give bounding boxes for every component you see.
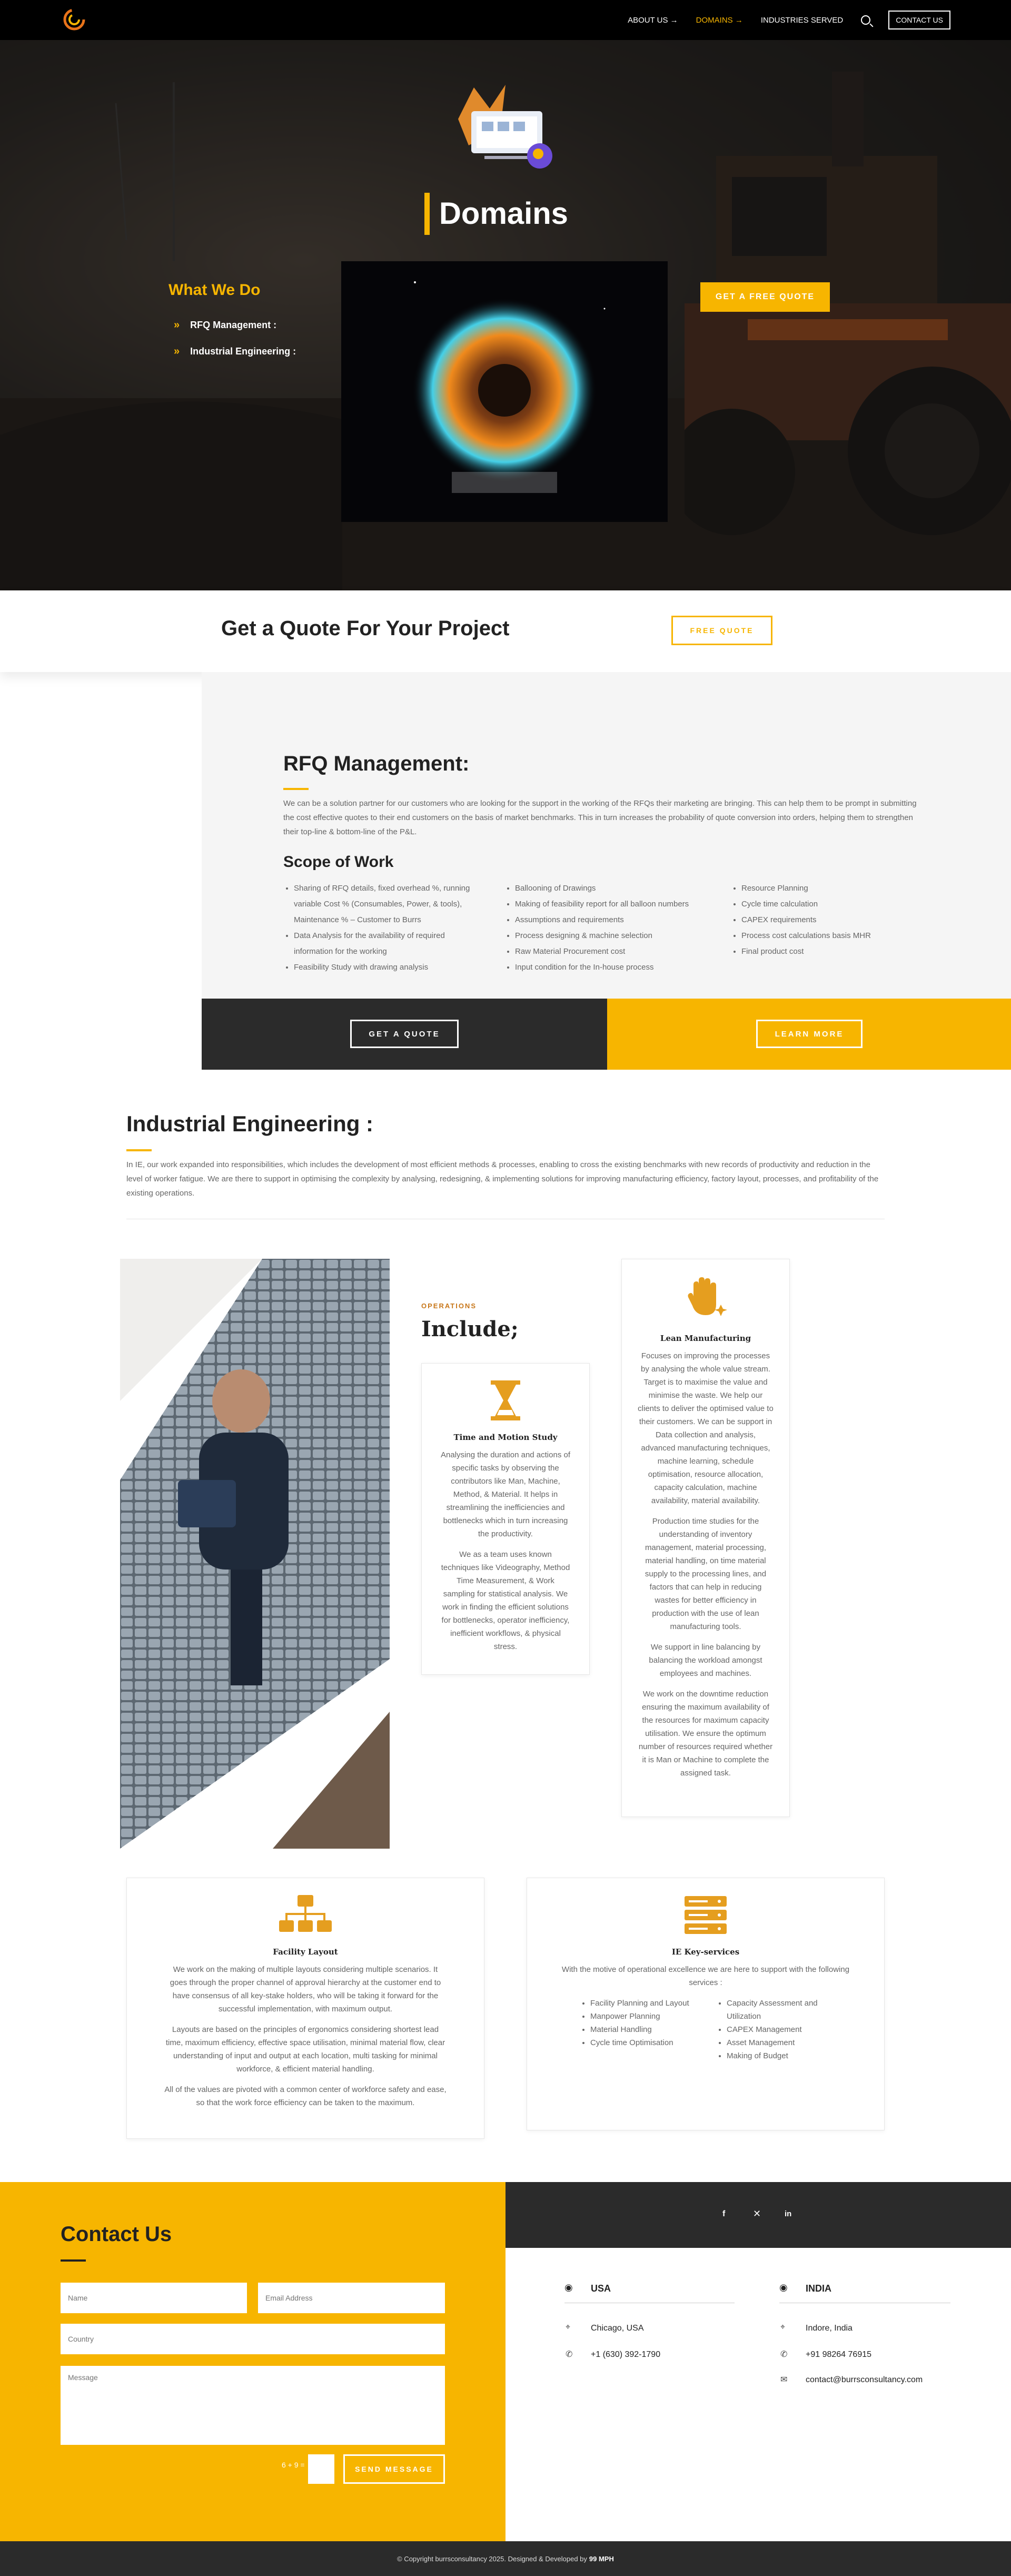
usa-phone[interactable]: +1 (630) 392-1790 xyxy=(591,2350,661,2359)
social-bar xyxy=(506,2182,1011,2248)
list-item: • CAPEX Management xyxy=(727,2023,853,2036)
india-title: INDIA xyxy=(806,2283,831,2294)
usa-city: Chicago, USA xyxy=(591,2324,644,2333)
email-icon: ✉ xyxy=(780,2375,788,2384)
contact-underline xyxy=(61,2259,86,2262)
facility-title: Facility Layout xyxy=(273,1947,338,1957)
phone-icon: ✆ xyxy=(566,2350,573,2359)
linkedin-icon[interactable]: in xyxy=(785,2209,792,2218)
nav-domains[interactable]: DOMAINS → xyxy=(696,15,743,25)
email-input[interactable] xyxy=(258,2283,445,2313)
list-item: • Assumptions and requirements xyxy=(515,912,716,928)
rfq-underline xyxy=(283,788,309,790)
list-item: • Ballooning of Drawings xyxy=(515,881,716,896)
list-item: • Resource Planning xyxy=(741,881,911,896)
facility-text-3: All of the values are pivoted with a common center of workforce safety and ease, so that the work force efficiency can be taken to the maximum. xyxy=(164,2085,447,2107)
list-item: • Cycle time calculation xyxy=(741,896,911,912)
list-item: • Capacity Assessment and Utilization xyxy=(727,1997,853,2023)
list-item: • Process cost calculations basis MHR xyxy=(741,928,911,944)
send-message-button[interactable]: SEND MESSAGE xyxy=(343,2454,445,2484)
list-item: • Making of feasibility report for all balloon numbers xyxy=(515,896,716,912)
kpi-list-2 xyxy=(716,1997,853,2062)
facility-text-2: Layouts are based on the principles of ergonomics considering shortest lead time, maximum efficiency, effective space utilisation, minimal material flow, clear understanding of input and output at each location, multi tasking for minimal workforce, & efficient material handling. xyxy=(165,2025,445,2074)
lean-text-4: We work on the downtime reduction ensuring the maximum availability of the resources for maximum capacity utilisation. We ensure the optimum number of resources required whether it is Man or Machine to complete the assigned task. xyxy=(638,1690,773,1778)
list-item: • Material Handling xyxy=(590,2023,706,2036)
get-quote-block xyxy=(202,999,607,1070)
facebook-icon[interactable]: f xyxy=(722,2209,726,2218)
facility-text-1: We work on the making of multiple layouts considering multiple scenarios. It goes through the proper channel of approval hierarchy at the customer end to have consensus of all key-stake holders, who will be taking it forward for the successful implementation, with maximum output. xyxy=(170,1965,441,2014)
time-motion-card xyxy=(421,1363,590,1675)
businessman-photo xyxy=(120,1259,390,1849)
scope-list-2 xyxy=(506,881,716,975)
sitemap-icon xyxy=(279,1894,332,1936)
time-motion-title: Time and Motion Study xyxy=(453,1433,558,1442)
hero-link-ie[interactable]: » Industrial Engineering : xyxy=(174,346,296,357)
operations-label: OPERATIONS xyxy=(421,1302,477,1310)
quote-band xyxy=(0,590,1011,672)
ie-description: In IE, our work expanded into responsibilities, which includes the development of most efficient methods & processes, enabling to cross the existing benchmarks with new records of productivity and reduction in the level of worker fatigue. We are there to support in optimising the complexity by analysing, redesigning, & implementing solutions for improving manufacturing efficiency, factory layout, processes, and profitability of the existing operations. xyxy=(126,1160,879,1198)
rfq-title: RFQ Management: xyxy=(283,752,470,775)
quote-band-title: Get a Quote For Your Project xyxy=(221,617,510,640)
list-item: • Process designing & machine selection xyxy=(515,928,716,944)
get-quote-button[interactable]: GET A QUOTE xyxy=(350,1020,459,1048)
kpi-lists xyxy=(559,1997,853,2062)
list-item: • Asset Management xyxy=(727,2036,853,2049)
nav-industries[interactable]: INDUSTRIES SERVED xyxy=(760,15,844,25)
title-accent-bar xyxy=(424,193,430,235)
captcha-label: 6 + 9 = xyxy=(282,2461,305,2469)
contact-title: Contact Us xyxy=(61,2223,172,2246)
time-motion-text-1: Analysing the duration and actions of specific tasks by observing the contributors like Man, Machine, Method, & Material. It helps in streamlining the inefficiencies and bottlenecks which in turn increasing the productivity. xyxy=(441,1450,570,1538)
list-item: • Sharing of RFQ details, fixed overhead %, running variable Cost % (Consumables, Power, & tools), Maintenance % – Customer to Burrs xyxy=(294,881,484,928)
contact-us-button[interactable]: CONTACT US xyxy=(888,11,950,29)
main-nav xyxy=(628,0,950,40)
list-item: • Making of Budget xyxy=(727,2049,853,2062)
list-item: • Data Analysis for the availability of required information for the working xyxy=(294,928,484,960)
explosion-animation xyxy=(341,261,668,522)
rfq-description: We can be a solution partner for our customers who are looking for the support in the working of the RFQs their marketing are bringing. This can help them to be prompt in submitting the cost effective quotes to their end customers on the basis of market benchmarks. This in turn increases the probability of quote conversion into orders, helping them to strengthen their top-line & bottom-line of the P&L. xyxy=(283,799,917,836)
hand-sparkle-icon xyxy=(682,1275,729,1322)
ie-underline xyxy=(126,1149,152,1151)
lean-text-3: We support in line balancing by balancing the workload amongst employees and machines. xyxy=(649,1643,762,1678)
learn-more-button[interactable]: LEARN MORE xyxy=(756,1020,863,1048)
message-input[interactable] xyxy=(61,2366,445,2445)
list-item: • Cycle time Optimisation xyxy=(590,2036,706,2049)
server-icon xyxy=(685,1894,727,1936)
free-quote-outline-button[interactable]: FREE QUOTE xyxy=(671,616,772,645)
search-icon[interactable] xyxy=(861,15,870,25)
time-motion-text-2: We as a team uses known techniques like Videography, Method Time Measurement, & Work sampling for statistical analysis. We work in finding the efficient solutions for bottlenecks, operator inefficiency, inefficient workflows, & physical stress. xyxy=(441,1550,570,1651)
x-twitter-icon[interactable]: ✕ xyxy=(753,2208,761,2219)
page-title: Domains xyxy=(439,196,568,231)
developer-link[interactable]: 99 MPH xyxy=(589,2554,614,2563)
location-pin-icon: ⌖ xyxy=(780,2323,786,2332)
kpi-title: IE Key-services xyxy=(671,1947,740,1957)
list-item: • Feasibility Study with drawing analysis xyxy=(294,960,484,975)
ie-key-services-card xyxy=(527,1878,885,2130)
hourglass-icon xyxy=(490,1379,521,1422)
site-footer xyxy=(0,2541,1011,2576)
list-item: • CAPEX requirements xyxy=(741,912,911,928)
scope-title: Scope of Work xyxy=(283,853,394,871)
list-item: • Facility Planning and Layout xyxy=(590,1997,706,2010)
hero-section xyxy=(0,40,1011,590)
list-item: • Raw Material Procurement cost xyxy=(515,944,716,960)
location-pin-icon: ⌖ xyxy=(566,2323,571,2332)
india-city: Indore, India xyxy=(806,2324,853,2333)
lean-text-1: Focuses on improving the processes by analysing the whole value stream. Target is to maximise the value and minimise the waste. We help our clients to deliver the optimised value to their customers. We can be support in Data collection and analysis, advanced manufacturing techniques, machine learning, schedule optimisation, resource allocation, capacity calculation, machine availability, material availability. xyxy=(638,1351,774,1505)
include-heading: Include; xyxy=(421,1317,519,1341)
india-phone[interactable]: +91 98264 76915 xyxy=(806,2350,872,2359)
lean-title: Lean Manufacturing xyxy=(660,1334,751,1343)
scope-list-1 xyxy=(284,881,484,975)
hero-link-rfq[interactable]: » RFQ Management : xyxy=(174,319,277,331)
scope-list-3 xyxy=(732,881,911,960)
phone-icon: ✆ xyxy=(780,2350,788,2359)
india-email[interactable]: contact@burrsconsultancy.com xyxy=(806,2375,923,2384)
site-header xyxy=(0,0,1011,40)
globe-icon: ◉ xyxy=(564,2282,573,2293)
name-input[interactable] xyxy=(61,2283,247,2313)
learn-more-block xyxy=(607,999,1011,1070)
lean-card xyxy=(621,1259,790,1817)
kpi-list-1 xyxy=(559,1997,706,2062)
hero-video[interactable] xyxy=(341,261,668,522)
domains-illustration-icon xyxy=(448,82,569,177)
list-item: • Final product cost xyxy=(741,944,911,960)
captcha-input[interactable] xyxy=(308,2454,334,2484)
copyright-text: © Copyright burrsconsultancy 2025. Designed & Developed by xyxy=(397,2554,587,2563)
free-quote-button[interactable]: GET A FREE QUOTE xyxy=(700,282,830,312)
lean-text-2: Production time studies for the understanding of inventory management, material processing, material handling, on time material supply to the processing lines, and factors that can help in reducing wastes for better efficiency in production with the use of lean manufacturing tools. xyxy=(645,1517,767,1631)
chevron-right-icon: » xyxy=(174,319,180,331)
facility-card xyxy=(126,1878,484,2139)
chevron-right-icon: » xyxy=(174,346,180,357)
list-item: • Manpower Planning xyxy=(590,2010,706,2023)
list-item: • Input condition for the In-house process xyxy=(515,960,716,975)
country-input[interactable] xyxy=(61,2324,445,2354)
usa-title: USA xyxy=(591,2283,611,2294)
ie-title: Industrial Engineering : xyxy=(126,1111,374,1136)
offices-panel xyxy=(506,2248,1011,2541)
kpi-intro: With the motive of operational excellence we are here to support with the following services : xyxy=(561,1965,850,1987)
globe-icon: ◉ xyxy=(779,2282,788,2293)
logo-icon[interactable] xyxy=(62,7,86,32)
what-we-do-heading: What We Do xyxy=(168,281,261,299)
nav-about[interactable]: ABOUT US → xyxy=(628,15,678,25)
